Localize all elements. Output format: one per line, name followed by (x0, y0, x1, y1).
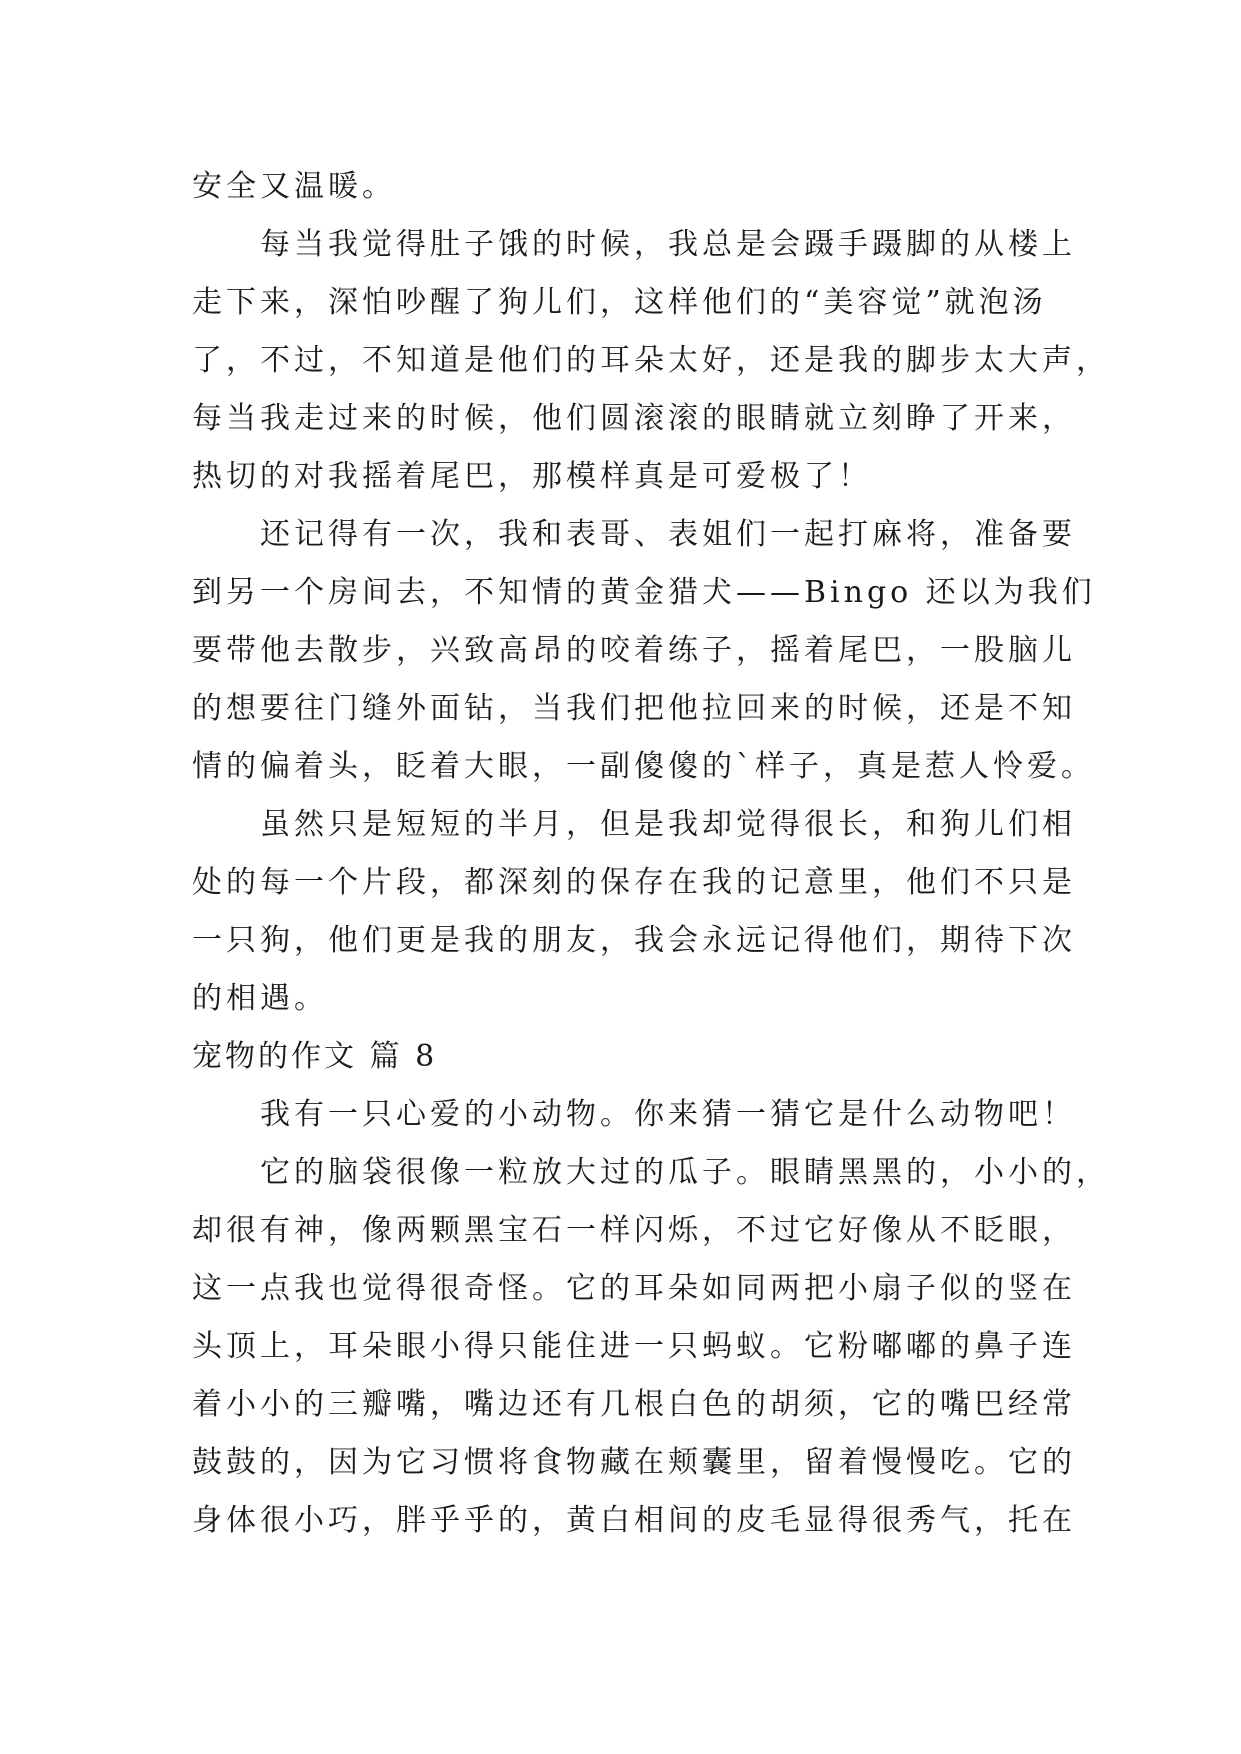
text-line: 处的每一个片段，都深刻的保存在我的记意里，他们不只是 (192, 865, 1076, 900)
text-line: 却很有神，像两颗黑宝石一样闪烁，不过它好像从不眨眼， (192, 1213, 1076, 1248)
document-body (192, 158, 1110, 1550)
text-line: 要带他去散步，兴致高昂的咬着练子，摇着尾巴，一股脑儿 (192, 633, 1076, 668)
text-line: 了，不过，不知道是他们的耳朵太好，还是我的脚步太大声， (192, 343, 1110, 378)
text-line: 的相遇。 (192, 981, 328, 1016)
text-line: 这一点我也觉得很奇怪。它的耳朵如同两把小扇子似的竖在 (192, 1271, 1076, 1306)
text-line: 的想要往门缝外面钻，当我们把他拉回来的时候，还是不知 (192, 691, 1076, 726)
text-line: 着小小的三瓣嘴，嘴边还有几根白色的胡须，它的嘴巴经常 (192, 1387, 1076, 1422)
text-line: 身体很小巧，胖乎乎的，黄白相间的皮毛显得很秀气，托在 (192, 1503, 1076, 1538)
text-line: 它的脑袋很像一粒放大过的瓜子。眼睛黑黑的，小小的， (260, 1155, 1110, 1190)
text-line: 到另一个房间去，不知情的黄金猎犬——Bingo 还以为我们 (192, 575, 1096, 610)
text-line: 还记得有一次，我和表哥、表姐们一起打麻将，准备要 (260, 517, 1076, 552)
text-line: 情的偏着头，眨着大眼，一副傻傻的`样子，真是惹人怜爱。 (192, 749, 1095, 784)
text-line: 每当我觉得肚子饿的时候，我总是会蹑手蹑脚的从楼上 (260, 227, 1076, 262)
text-line: 头顶上，耳朵眼小得只能住进一只蚂蚁。它粉嘟嘟的鼻子连 (192, 1329, 1076, 1364)
section-heading: 宠物的作文 篇 8 (192, 1039, 438, 1074)
text-line: 鼓鼓的，因为它习惯将食物藏在颊囊里，留着慢慢吃。它的 (192, 1445, 1076, 1480)
text-line: 一只狗，他们更是我的朋友，我会永远记得他们，期待下次 (192, 923, 1076, 958)
text-line: 虽然只是短短的半月，但是我却觉得很长，和狗儿们相 (260, 807, 1076, 842)
text-line: 热切的对我摇着尾巴，那模样真是可爱极了！ (192, 459, 872, 494)
text-line: 安全又温暖。 (192, 169, 396, 204)
text-line: 走下来，深怕吵醒了狗儿们，这样他们的“美容觉”就泡汤 (192, 285, 1047, 320)
text-line: 每当我走过来的时候，他们圆滚滚的眼睛就立刻睁了开来， (192, 401, 1076, 436)
text-line: 我有一只心爱的小动物。你来猜一猜它是什么动物吧！ (260, 1097, 1076, 1132)
